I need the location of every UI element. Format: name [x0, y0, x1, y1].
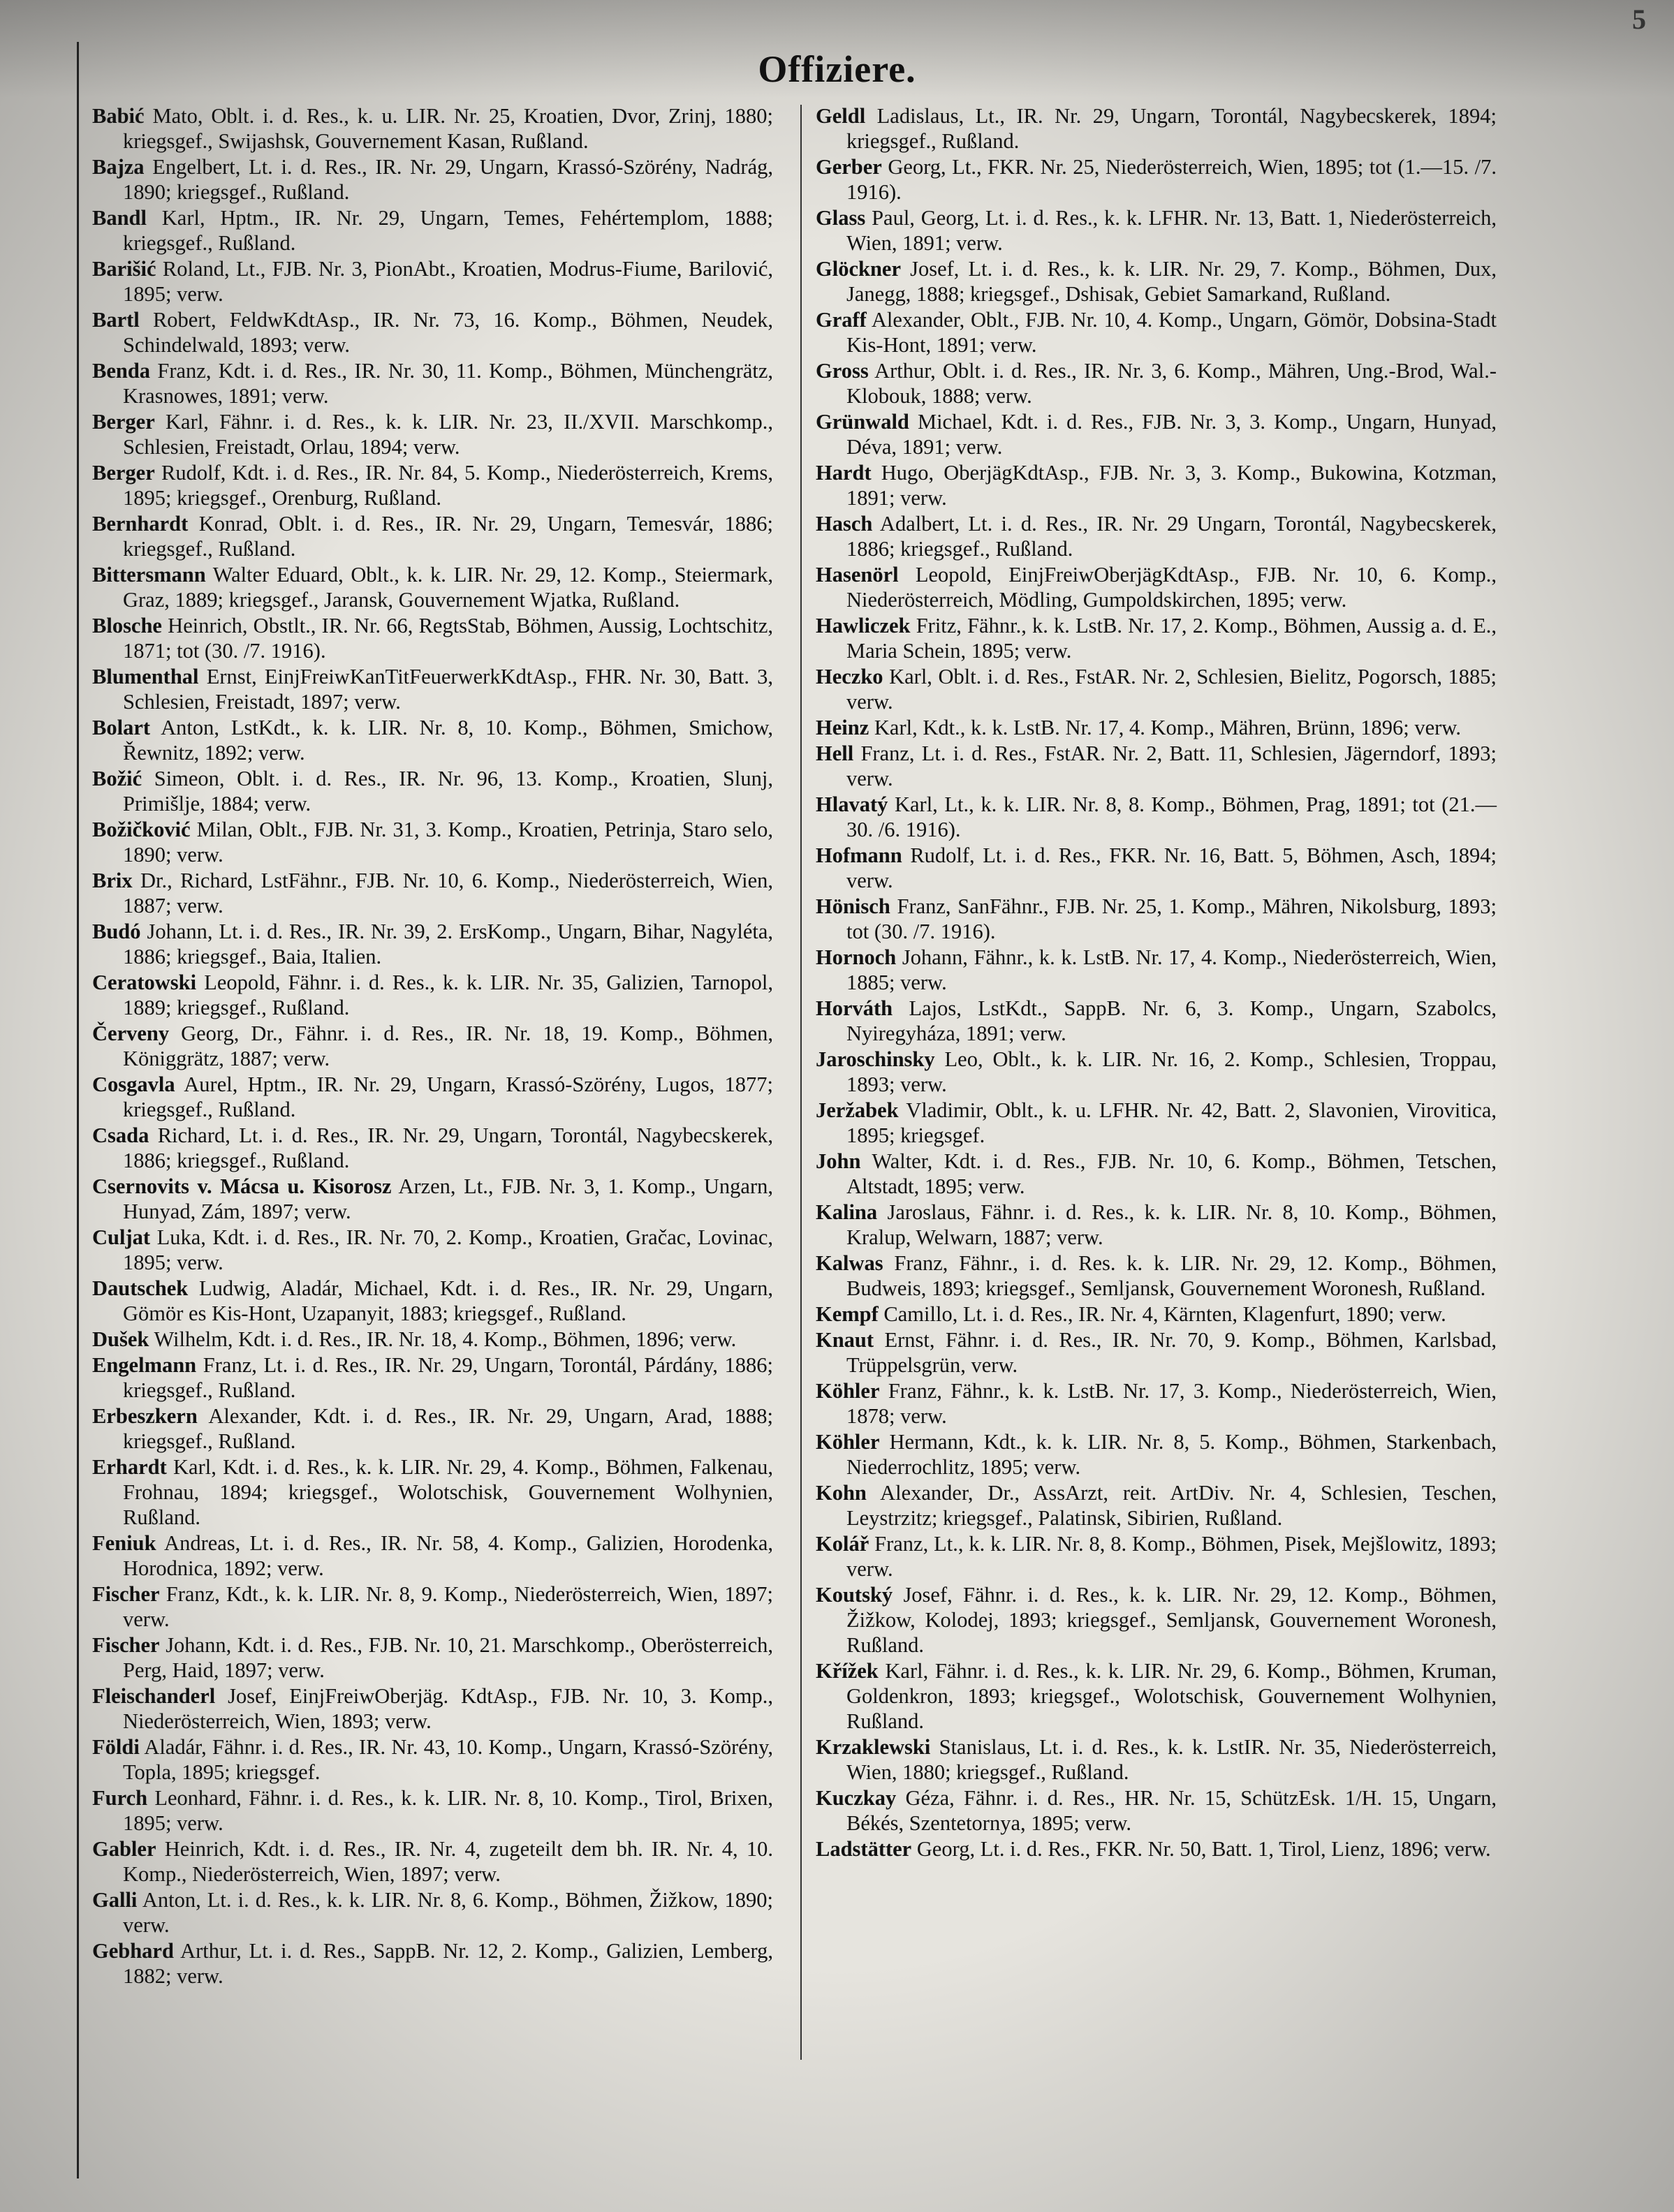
register-entry: [92, 103, 773, 154]
entry-details: Arzen, Lt., FJB. Nr. 3, 1. Komp., Ungarn, Hunyad, Zám, 1897; verw.: [123, 1174, 773, 1224]
register-entry: [816, 562, 1497, 612]
register-entry: [816, 843, 1497, 893]
entry-details: Ernst, EinjFreiwKanTitFeuerwerkKdtAsp., FHR. Nr. 30, Batt. 3, Schlesien, Freistadt, 1897; verw.: [123, 665, 774, 714]
entry-surname: Berger: [92, 461, 155, 485]
entry-surname: Jeržabek: [816, 1098, 899, 1122]
entry-surname: Heinz: [816, 716, 869, 739]
entry-surname: Glöckner: [816, 257, 901, 281]
entry-details: Johann, Fähnr., k. k. LstB. Nr. 17, 4. Komp., Niederösterreich, Wien, 1885; verw.: [846, 945, 1497, 994]
entry-details: Simeon, Oblt. i. d. Res., IR. Nr. 96, 13. Komp., Kroatien, Slunj, Primišlje, 1884; verw.: [123, 767, 774, 816]
entry-surname: Bartl: [92, 308, 140, 332]
entry-details: Stanislaus, Lt. i. d. Res., k. k. LstIR. Nr. 35, Niederösterreich, Wien, 1880; kriegsgef., Rußland.: [846, 1735, 1497, 1785]
entry-details: Michael, Kdt. i. d. Res., FJB. Nr. 3, 3. Komp., Ungarn, Hunyad, Déva, 1891; verw.: [846, 410, 1497, 459]
register-entry: [92, 1072, 773, 1122]
register-entry: [816, 894, 1497, 944]
entry-details: Arthur, Oblt. i. d. Res., IR. Nr. 3, 6. Komp., Mähren, Ung.-Brod, Wal.-Klobouk, 1888; verw.: [846, 359, 1497, 408]
entry-details: Vladimir, Oblt., k. u. LFHR. Nr. 42, Batt. 2, Slavonien, Virovitica, 1895; kriegsgef.: [846, 1098, 1497, 1147]
register-entry: [816, 1785, 1497, 1836]
entry-details: Dr., Richard, LstFähnr., FJB. Nr. 10, 6. Komp., Niederösterreich, Wien, 1887; verw.: [123, 869, 773, 918]
register-entry: [92, 664, 773, 714]
entry-surname: Fischer: [92, 1633, 160, 1657]
entry-details: Andreas, Lt. i. d. Res., IR. Nr. 58, 4. Komp., Galizien, Horodenka, Horodnica, 1892; verw.: [123, 1531, 773, 1581]
entry-surname: Fleischanderl: [92, 1684, 216, 1708]
entry-surname: Hardt: [816, 461, 872, 485]
register-entry: [92, 511, 773, 561]
entry-details: Karl, Kdt. i. d. Res., k. k. LIR. Nr. 29, 4. Komp., Böhmen, Falkenau, Frohnau, 1894; kriegsgef., Wolotschisk, Gouvernement Wolhynien, Rußland.: [123, 1454, 774, 1530]
register-entry: [816, 1047, 1497, 1097]
entry-surname: Benda: [92, 359, 151, 383]
entry-surname: Hofmann: [816, 843, 902, 867]
register-entry: [92, 919, 773, 969]
entry-details: Franz, Kdt., k. k. LIR. Nr. 8, 9. Komp., Niederösterreich, Wien, 1897; verw.: [123, 1582, 773, 1632]
register-entry: [92, 1734, 773, 1785]
register-entry: [816, 1302, 1497, 1327]
register-entry: [92, 460, 773, 510]
entry-surname: Erhardt: [92, 1454, 167, 1479]
entry-surname: Krzaklewski: [816, 1735, 931, 1759]
entry-surname: Csada: [92, 1123, 149, 1147]
entry-details: Ladislaus, Lt., IR. Nr. 29, Ungarn, Torontál, Nagybecskerek, 1894; kriegsgef., Rußland.: [846, 104, 1497, 154]
entry-surname: Kalina: [816, 1200, 878, 1224]
entry-surname: Köhler: [816, 1378, 880, 1403]
entry-details: Wilhelm, Kdt. i. d. Res., IR. Nr. 18, 4. Komp., Böhmen, 1896; verw.: [154, 1327, 737, 1351]
register-entry: [816, 1098, 1497, 1148]
entry-surname: Gabler: [92, 1837, 156, 1861]
register-entry: [92, 1327, 773, 1352]
entry-surname: Křížek: [816, 1658, 879, 1683]
entry-details: Adalbert, Lt. i. d. Res., IR. Nr. 29 Ungarn, Torontál, Nagybecskerek, 1886; kriegsgef., Rußland.: [846, 512, 1497, 561]
page-title: Offiziere.: [758, 48, 916, 90]
entry-details: Franz, Lt., k. k. LIR. Nr. 8, 8. Komp., Böhmen, Pisek, Mejšlowitz, 1893; verw.: [846, 1531, 1497, 1581]
register-entry: [816, 358, 1497, 408]
register-entry: [92, 358, 773, 408]
entry-surname: Cosgavla: [92, 1072, 175, 1096]
entry-surname: Blosche: [92, 614, 162, 637]
register-entry: [92, 715, 773, 765]
register-entry: [92, 613, 773, 663]
entry-surname: Babić: [92, 104, 145, 128]
register-entry: [816, 205, 1497, 256]
entry-surname: Koutský: [816, 1582, 893, 1607]
entry-surname: Csernovits v. Mácsa u. Kisorosz: [92, 1174, 392, 1198]
entry-details: Karl, Lt., k. k. LIR. Nr. 8, 8. Komp., Böhmen, Prag, 1891; tot (21.—30. /6. 1916).: [846, 792, 1497, 841]
register-entry: [92, 766, 773, 816]
register-entry: [92, 1403, 773, 1454]
entry-details: Camillo, Lt. i. d. Res., IR. Nr. 4, Kärnten, Klagenfurt, 1890; verw.: [883, 1302, 1446, 1326]
right-column: [816, 103, 1497, 1862]
entry-surname: Kempf: [816, 1302, 879, 1326]
entry-surname: Culjat: [92, 1225, 151, 1249]
entry-details: Géza, Fähnr. i. d. Res., HR. Nr. 15, SchützEsk. 1/H. 15, Ungarn, Békés, Szentetornya, 1895; verw.: [846, 1786, 1497, 1836]
register-entry: [92, 1581, 773, 1632]
entry-surname: Kolář: [816, 1531, 869, 1556]
entry-details: Arthur, Lt. i. d. Res., SappB. Nr. 12, 2. Komp., Galizien, Lemberg, 1882; verw.: [123, 1939, 773, 1989]
entry-surname: Ceratowski: [92, 971, 197, 994]
entry-details: Heinrich, Kdt. i. d. Res., IR. Nr. 4, zugeteilt dem bh. IR. Nr. 4, 10. Komp., Niederösterreich, Wien, 1897; verw.: [123, 1837, 774, 1887]
entry-surname: Bittersmann: [92, 563, 206, 587]
entry-surname: Božičković: [92, 818, 191, 841]
register-entry: [816, 1200, 1497, 1250]
entry-surname: Grünwald: [816, 410, 909, 434]
register-entry: [92, 1887, 773, 1938]
register-entry: [92, 154, 773, 205]
entry-details: Lajos, LstKdt., SappB. Nr. 6, 3. Komp., Ungarn, Szabolcs, Nyiregyháza, 1891; verw.: [846, 996, 1497, 1045]
entry-surname: Blumenthal: [92, 665, 199, 688]
entry-details: Mato, Oblt. i. d. Res., k. u. LIR. Nr. 25, Kroatien, Dvor, Zrinj, 1880; kriegsgef., Swijashsk, Gouvernement Kasan, Rußland.: [123, 104, 774, 154]
entry-surname: Galli: [92, 1888, 138, 1912]
register-entry: [816, 945, 1497, 995]
entry-surname: Gross: [816, 359, 869, 383]
entry-details: Walter Eduard, Oblt., k. k. LIR. Nr. 29, 12. Komp., Steiermark, Graz, 1889; kriegsgef., Jaransk, Gouvernement Wjatka, Rußland.: [123, 563, 774, 612]
entry-details: Franz, Fähnr., i. d. Res. k. k. LIR. Nr. 29, 12. Komp., Böhmen, Budweis, 1893; kriegsgef., Semljansk, Gouvernement Woronesh, Rußland.: [846, 1251, 1497, 1300]
entry-surname: Červeny: [92, 1022, 170, 1045]
entry-details: Karl, Fähnr. i. d. Res., k. k. LIR. Nr. 29, 6. Komp., Böhmen, Kruman, Goldenkron, 1893; kriegsgef., Wolotschisk, Gouvernement Wolhynien, Rußland.: [846, 1658, 1497, 1734]
entry-details: Engelbert, Lt. i. d. Res., IR. Nr. 29, Ungarn, Krassó-Szörény, Nadrág, 1890; kriegsgef., Rußland.: [123, 155, 774, 205]
register-entry: [816, 664, 1497, 714]
entry-surname: Kuczkay: [816, 1786, 897, 1810]
register-entry: [816, 1836, 1497, 1861]
entry-details: Karl, Fähnr. i. d. Res., k. k. LIR. Nr. 23, II./XVII. Marschkomp., Schlesien, Freistadt, Orlau, 1894; verw.: [123, 410, 773, 459]
register-entry: [92, 817, 773, 867]
entry-surname: Hell: [816, 741, 854, 765]
entry-surname: Božić: [92, 767, 142, 790]
register-entry: [92, 1454, 773, 1531]
entry-surname: Budó: [92, 920, 141, 943]
register-entry: [92, 1836, 773, 1887]
entry-surname: Bandl: [92, 206, 147, 230]
entry-details: Robert, FeldwKdtAsp., IR. Nr. 73, 16. Komp., Böhmen, Neudek, Schindelwald, 1893; verw.: [123, 308, 773, 357]
entry-surname: Kalwas: [816, 1251, 883, 1275]
entry-details: Richard, Lt. i. d. Res., IR. Nr. 29, Ungarn, Torontál, Nagybecskerek, 1886; kriegsgef., Rußland.: [123, 1123, 773, 1173]
register-entry: [92, 1683, 773, 1734]
register-entry: [92, 562, 773, 612]
entry-details: Walter, Kdt. i. d. Res., FJB. Nr. 10, 6. Komp., Böhmen, Tetschen, Altstadt, 1895; verw.: [846, 1149, 1497, 1198]
entry-surname: Kohn: [816, 1480, 867, 1505]
register-entry: [92, 1174, 773, 1224]
entry-surname: Földi: [92, 1735, 140, 1759]
entry-surname: Hawliczek: [816, 614, 911, 637]
entry-surname: Knaut: [816, 1327, 874, 1352]
register-entry: [816, 409, 1497, 459]
entry-surname: Heczko: [816, 665, 883, 688]
entry-details: Josef, Fähnr. i. d. Res., k. k. LIR. Nr. 29, 12. Komp., Böhmen, Žižkow, Kolodej, 1893; kriegsgef., Semljansk, Gouvernement Woronesh, Rußland.: [846, 1582, 1497, 1657]
entry-surname: Berger: [92, 410, 155, 434]
entry-details: Karl, Hptm., IR. Nr. 29, Ungarn, Temes, Fehértemplom, 1888; kriegsgef., Rußland.: [123, 206, 774, 256]
register-entry: [816, 307, 1497, 357]
entry-details: Franz, Kdt. i. d. Res., IR. Nr. 30, 11. Komp., Böhmen, Münchengrätz, Krasnowes, 1891; verw.: [123, 359, 773, 408]
entry-details: Johann, Lt. i. d. Res., IR. Nr. 39, 2. ErsKomp., Ungarn, Bihar, Nagyléta, 1886; kriegsgef., Baia, Italien.: [123, 920, 773, 969]
register-entry: [816, 792, 1497, 842]
entry-surname: Ladstätter: [816, 1837, 912, 1861]
register-entry: [92, 1352, 773, 1403]
entry-details: Hugo, OberjägKdtAsp., FJB. Nr. 3, 3. Komp., Bukowina, Kotzman, 1891; verw.: [846, 461, 1497, 510]
entry-surname: Bernhardt: [92, 512, 189, 536]
register-entry: [816, 996, 1497, 1046]
entry-details: Franz, SanFähnr., FJB. Nr. 25, 1. Komp., Mähren, Nikolsburg, 1893; tot (30. /7. 1916).: [846, 894, 1497, 943]
entry-surname: Hasenörl: [816, 563, 899, 587]
register-entry: [92, 868, 773, 918]
register-entry: [92, 1785, 773, 1836]
register-entry: [816, 613, 1497, 663]
entry-details: Roland, Lt., FJB. Nr. 3, PionAbt., Kroatien, Modrus-Fiume, Barilović, 1895; verw.: [123, 257, 773, 307]
register-entry: [816, 1480, 1497, 1531]
entry-details: Leopold, EinjFreiwOberjägKdtAsp., FJB. Nr. 10, 6. Komp., Niederösterreich, Mödling, Gumpoldskirchen, 1895; verw.: [846, 563, 1497, 612]
entry-surname: Feniuk: [92, 1531, 156, 1555]
entry-details: Karl, Oblt. i. d. Res., FstAR. Nr. 2, Schlesien, Bielitz, Pogorsch, 1885; verw.: [846, 665, 1497, 714]
entry-details: Franz, Lt. i. d. Res., IR. Nr. 29, Ungarn, Torontál, Párdány, 1886; kriegsgef., Rußland.: [123, 1352, 774, 1402]
entry-surname: Glass: [816, 206, 866, 230]
entry-surname: Engelmann: [92, 1352, 197, 1377]
entry-details: Franz, Fähnr., k. k. LstB. Nr. 17, 3. Komp., Niederösterreich, Wien, 1878; verw.: [846, 1378, 1497, 1428]
register-entry: [816, 460, 1497, 510]
entry-details: Leo, Oblt., k. k. LIR. Nr. 16, 2. Komp., Schlesien, Troppau, 1893; verw.: [846, 1047, 1497, 1096]
entry-surname: Graff: [816, 308, 867, 332]
register-entry: [92, 307, 773, 357]
entry-surname: John: [816, 1149, 861, 1173]
register-entry: [816, 1327, 1497, 1378]
entry-details: Josef, Lt. i. d. Res., k. k. LIR. Nr. 29, 7. Komp., Böhmen, Dux, Janegg, 1888; kriegsgef., Dshisak, Gebiet Samarkand, Rußland.: [846, 257, 1497, 307]
entry-surname: Dušek: [92, 1327, 149, 1351]
entry-details: Alexander, Dr., AssArzt, reit. ArtDiv. Nr. 4, Schlesien, Teschen, Leystrzitz; kriegsgef., Palatinsk, Sibirien, Rußland.: [846, 1480, 1497, 1530]
register-entry: [92, 1123, 773, 1173]
entry-details: Rudolf, Lt. i. d. Res., FKR. Nr. 16, Batt. 5, Böhmen, Asch, 1894; verw.: [846, 843, 1497, 892]
register-entry: [816, 154, 1497, 205]
entry-surname: Horváth: [816, 996, 893, 1020]
register-entry: [816, 511, 1497, 561]
page-number: 5: [1632, 3, 1646, 35]
entry-details: Georg, Lt., FKR. Nr. 25, Niederösterreich, Wien, 1895; tot (1.—15. /7. 1916).: [846, 155, 1497, 205]
entry-surname: Bajza: [92, 155, 145, 179]
entry-details: Ludwig, Aladár, Michael, Kdt. i. d. Res., IR. Nr. 29, Ungarn, Gömör es Kis-Hont, Uzapanyit, 1883; kriegsgef., Rußland.: [123, 1276, 773, 1326]
register-entry: [816, 715, 1497, 740]
entry-details: Georg, Lt. i. d. Res., FKR. Nr. 50, Batt. 1, Tirol, Lienz, 1896; verw.: [916, 1837, 1491, 1861]
register-entry: [92, 1021, 773, 1071]
entry-details: Rudolf, Kdt. i. d. Res., IR. Nr. 84, 5. Komp., Niederösterreich, Krems, 1895; kriegsgef., Orenburg, Rußland.: [123, 461, 773, 510]
entry-details: Franz, Lt. i. d. Res., FstAR. Nr. 2, Batt. 11, Schlesien, Jägerndorf, 1893; verw.: [846, 741, 1497, 790]
register-entry: [816, 1429, 1497, 1480]
entry-details: Leonhard, Fähnr. i. d. Res., k. k. LIR. Nr. 8, 10. Komp., Tirol, Brixen, 1895; verw.: [123, 1786, 773, 1836]
entry-surname: Erbeszkern: [92, 1403, 198, 1428]
entry-surname: Dautschek: [92, 1276, 189, 1300]
entry-details: Johann, Kdt. i. d. Res., FJB. Nr. 10, 21. Marschkomp., Oberösterreich, Perg, Haid, 1897; verw.: [123, 1633, 773, 1683]
entry-details: Josef, EinjFreiwOberjäg. KdtAsp., FJB. Nr. 10, 3. Komp., Niederösterreich, Wien, 1893; verw.: [123, 1684, 773, 1734]
entry-details: Anton, LstKdt., k. k. LIR. Nr. 8, 10. Komp., Böhmen, Smichow, Řewnitz, 1892; verw.: [123, 716, 773, 765]
register-entry: [816, 741, 1497, 791]
entry-details: Luka, Kdt. i. d. Res., IR. Nr. 70, 2. Komp., Kroatien, Gračac, Lovinac, 1895; verw.: [123, 1225, 774, 1275]
entry-details: Ernst, Fähnr. i. d. Res., IR. Nr. 70, 9. Komp., Böhmen, Karlsbad, Trüppelsgrün, verw.: [846, 1327, 1497, 1377]
entry-details: Hermann, Kdt., k. k. LIR. Nr. 8, 5. Komp., Böhmen, Starkenbach, Niederrochlitz, 1895; verw.: [846, 1429, 1497, 1479]
entry-surname: Hönisch: [816, 894, 890, 918]
register-entry: [92, 205, 773, 256]
register-entry: [816, 103, 1497, 154]
register-entry: [92, 1225, 773, 1275]
register-entry: [92, 1276, 773, 1326]
entry-details: Konrad, Oblt. i. d. Res., IR. Nr. 29, Ungarn, Temesvár, 1886; kriegsgef., Rußland.: [123, 512, 774, 561]
register-entry: [816, 1734, 1497, 1785]
entry-surname: Barišić: [92, 257, 156, 281]
entry-details: Alexander, Kdt. i. d. Res., IR. Nr. 29, Ungarn, Arad, 1888; kriegsgef., Rußland.: [123, 1403, 773, 1453]
entry-details: Aladár, Fähnr. i. d. Res., IR. Nr. 43, 10. Komp., Ungarn, Krassó-Szörény, Topla, 1895; kriegsgef.: [123, 1735, 773, 1785]
entry-surname: Jaroschinsky: [816, 1047, 935, 1071]
entry-details: Paul, Georg, Lt. i. d. Res., k. k. LFHR. Nr. 13, Batt. 1, Niederösterreich, Wien, 1891; verw.: [846, 206, 1497, 256]
register-entry: [816, 1251, 1497, 1301]
entry-surname: Hasch: [816, 512, 873, 536]
entry-details: Aurel, Hptm., IR. Nr. 29, Ungarn, Krassó-Szörény, Lugos, 1877; kriegsgef., Rußland.: [123, 1072, 773, 1122]
register-entry: [816, 256, 1497, 307]
register-entry: [92, 256, 773, 307]
entry-surname: Furch: [92, 1786, 148, 1810]
entry-details: Anton, Lt. i. d. Res., k. k. LIR. Nr. 8, 6. Komp., Böhmen, Žižkow, 1890; verw.: [123, 1888, 773, 1938]
register-entry: [92, 409, 773, 459]
entry-details: Heinrich, Obstlt., IR. Nr. 66, RegtsStab, Böhmen, Aussig, Lochtschitz, 1871; tot (30. /7. 1916).: [123, 614, 774, 663]
register-entry: [816, 1582, 1497, 1658]
entry-surname: Fischer: [92, 1582, 160, 1606]
column-divider: [800, 105, 802, 2060]
entry-surname: Gebhard: [92, 1939, 174, 1963]
register-entry: [92, 970, 773, 1020]
register-entry: [92, 1531, 773, 1581]
register-entry: [92, 1938, 773, 1989]
register-entry: [816, 1149, 1497, 1199]
entry-details: Jaroslaus, Fähnr. i. d. Res., k. k. LIR. Nr. 8, 10. Komp., Böhmen, Kralup, Welwarn, 1887; verw.: [846, 1200, 1497, 1249]
left-column: [92, 103, 773, 1989]
register-entry: [816, 1378, 1497, 1429]
entry-surname: Gerber: [816, 155, 882, 179]
entry-surname: Köhler: [816, 1429, 880, 1454]
register-entry: [816, 1531, 1497, 1581]
entry-details: Milan, Oblt., FJB. Nr. 31, 3. Komp., Kroatien, Petrinja, Staro selo, 1890; verw.: [123, 818, 774, 867]
register-entry: [816, 1658, 1497, 1734]
entry-surname: Hlavatý: [816, 792, 888, 816]
register-entry: [92, 1632, 773, 1683]
entry-surname: Geldl: [816, 104, 866, 128]
entry-details: Georg, Dr., Fähnr. i. d. Res., IR. Nr. 18, 19. Komp., Böhmen, Königgrätz, 1887; verw.: [123, 1022, 773, 1071]
entry-details: Alexander, Oblt., FJB. Nr. 10, 4. Komp., Ungarn, Gömör, Dobsina-Stadt Kis-Hont, 1891; verw.: [846, 308, 1497, 357]
entry-details: Karl, Kdt., k. k. LstB. Nr. 17, 4. Komp., Mähren, Brünn, 1896; verw.: [874, 716, 1461, 739]
entry-surname: Brix: [92, 869, 133, 892]
entry-details: Fritz, Fähnr., k. k. LstB. Nr. 17, 2. Komp., Böhmen, Aussig a. d. E., Maria Schein, 1895; verw.: [846, 614, 1497, 663]
entry-surname: Hornoch: [816, 945, 897, 969]
entry-details: Leopold, Fähnr. i. d. Res., k. k. LIR. Nr. 35, Galizien, Tarnopol, 1889; kriegsgef., Rußland.: [123, 971, 773, 1020]
entry-surname: Bolart: [92, 716, 151, 739]
